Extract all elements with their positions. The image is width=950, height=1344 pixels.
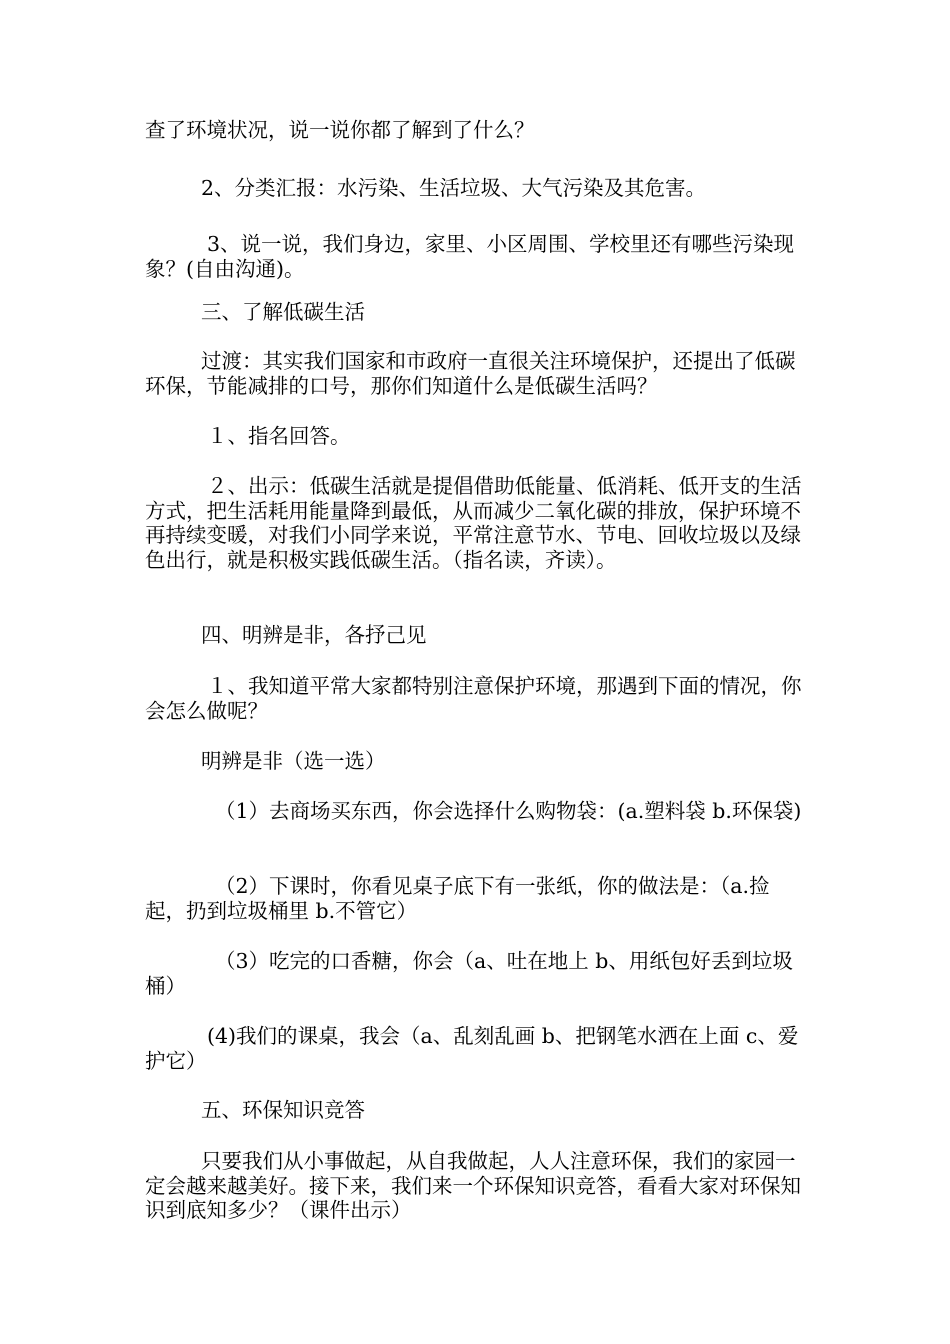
question-paper-under-desk: （2）下课时，你看见桌子底下有一张纸，你的做法是：（a.捡起，扔到垃圾桶里 b.不管它） xyxy=(145,874,770,923)
paragraph-discuss-pollution: 3、说一说，我们身边，家里、小区周围、学校里还有哪些污染现象？(自由沟通)。 xyxy=(145,232,795,281)
paragraph-situation-intro: １、我知道平常大家都特别注意保护环境，那遇到下面的情况，你会怎么做呢？ xyxy=(145,674,802,723)
paragraph-choose-heading: 明辨是非（选一选） xyxy=(201,749,386,773)
section-heading-low-carbon: 三、了解低碳生活 xyxy=(201,300,365,324)
paragraph-answer: １、指名回答。 xyxy=(207,424,351,448)
section-heading-quiz: 五、环保知识竞答 xyxy=(201,1098,365,1122)
paragraph-transition: 过渡：其实我们国家和市政府一直很关注环境保护，还提出了低碳环保，节能减排的口号，那你们知道什么是低碳生活吗？ xyxy=(145,349,796,398)
paragraph-low-carbon-definition: ２、出示：低碳生活就是提倡借助低能量、低消耗、低开支的生活方式，把生活耗用能量降到最低，从而减少二氧化碳的排放，保护环境不再持续变暖，对我们小同学来说，平常注意节水、节电、回收垃圾以及绿色出行，就是积极实践低碳生活。（指名读，齐读）。 xyxy=(145,474,802,572)
section-heading-judge: 四、明辨是非，各抒己见 xyxy=(201,623,427,647)
paragraph-intro-continuation: 查了环境状况，说一说你都了解到了什么？ xyxy=(145,118,535,142)
paragraph-quiz-intro: 只要我们从小事做起，从自我做起，人人注意环保，我们的家园一定会越来越美好。接下来，我们来一个环保知识竞答，看看大家对环保知识到底知多少？（课件出示） xyxy=(145,1149,801,1222)
question-chewing-gum: （3）吃完的口香糖，你会（a、吐在地上 b、用纸包好丢到垃圾桶） xyxy=(145,949,793,998)
question-desk: (4)我们的课桌，我会（a、乱刻乱画 b、把钢笔水洒在上面 c、爱护它） xyxy=(145,1024,799,1073)
paragraph-report-categories: 2、分类汇报：水污染、生活垃圾、大气污染及其危害。 xyxy=(201,176,707,200)
question-shopping-bag: （1）去商场买东西，你会选择什么购物袋：(a.塑料袋 b.环保袋) xyxy=(215,799,802,823)
